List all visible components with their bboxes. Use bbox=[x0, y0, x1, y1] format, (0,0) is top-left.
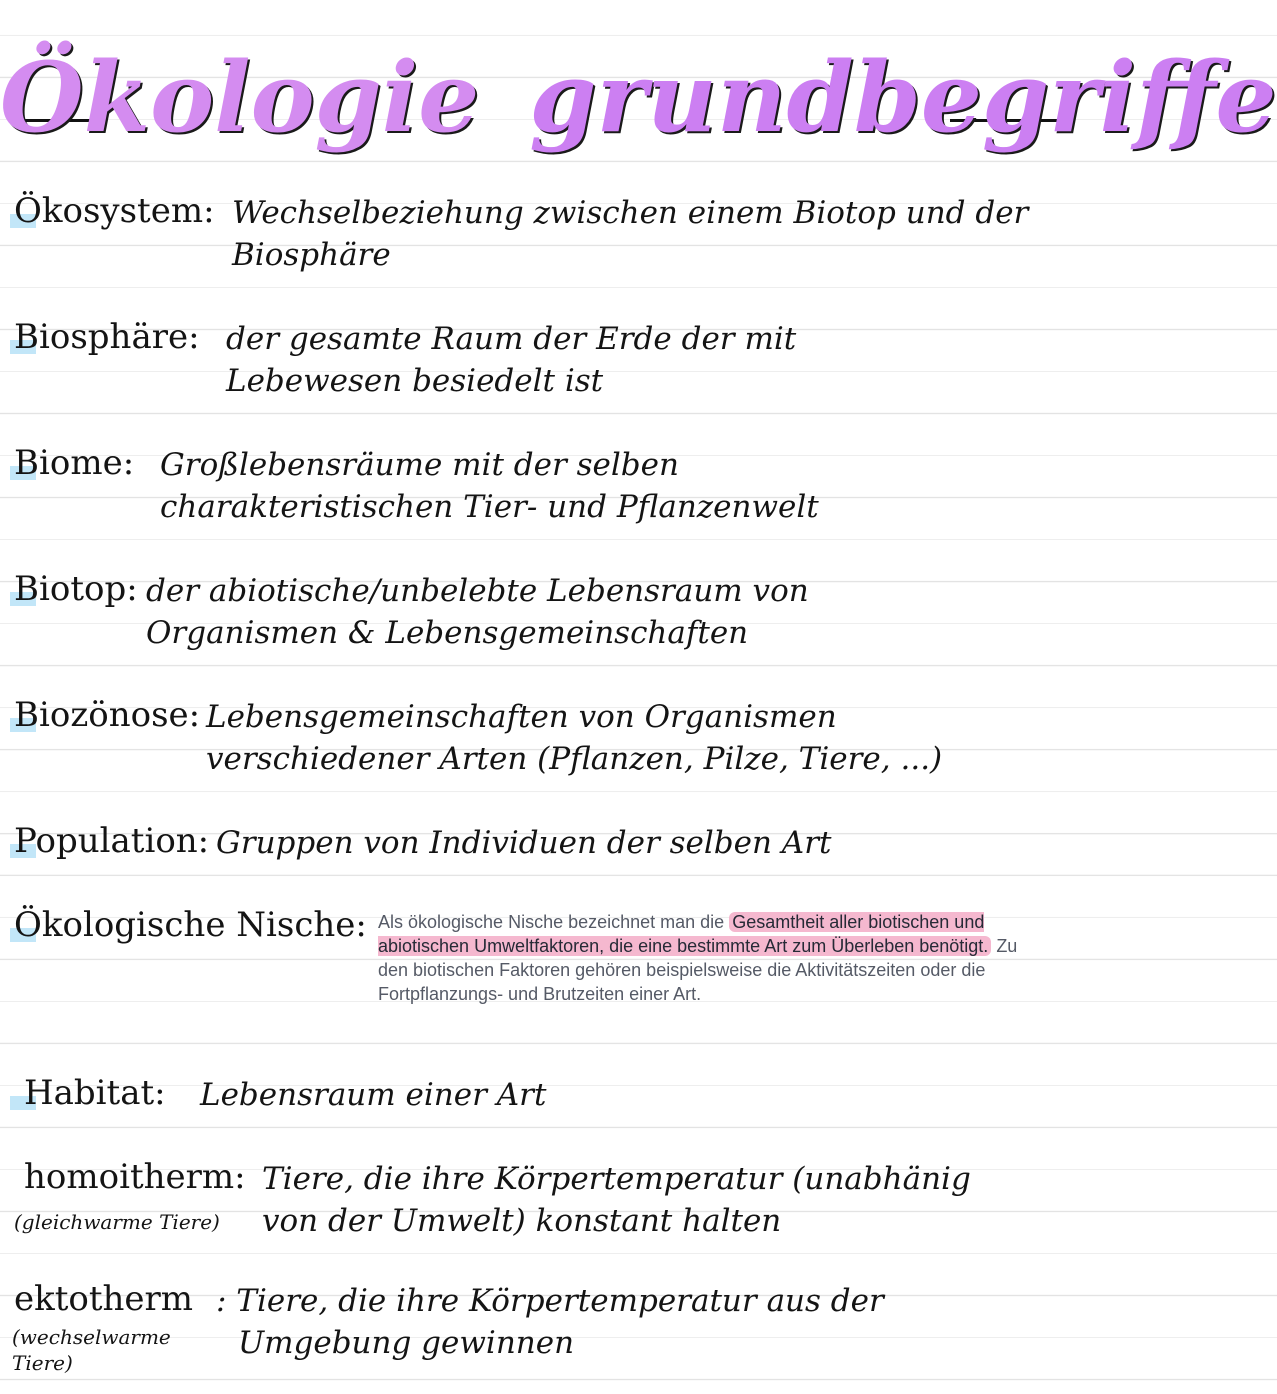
term-note: (wechselwarme Tiere) bbox=[12, 1325, 171, 1375]
definition bbox=[232, 192, 1028, 276]
term-note: (gleichwarme Tiere) bbox=[14, 1210, 220, 1234]
definition bbox=[216, 1280, 884, 1364]
term: Ökologische Nische: bbox=[10, 904, 367, 946]
page-title bbox=[0, 38, 1277, 158]
quote-text-after: Zu den biotischen Faktoren gehören beispielsweise die Aktivitätszeiten oder die Fortpflanzungs- und Brutzeiten einer Art. bbox=[378, 936, 1018, 1004]
definition-line: Tiere, die ihre Körpertemperatur (unabhänig bbox=[262, 1161, 971, 1197]
term: Biosphäre: bbox=[10, 316, 200, 358]
definition bbox=[200, 1074, 546, 1116]
definition bbox=[160, 444, 819, 528]
niche-quote bbox=[378, 910, 1018, 1006]
term: Habitat: bbox=[10, 1072, 166, 1114]
definition-line: Organismen & Lebensgemeinschaften bbox=[146, 615, 749, 651]
definition-line: von der Umwelt) konstant halten bbox=[262, 1203, 782, 1239]
definition-line: Lebewesen besiedelt ist bbox=[226, 363, 604, 399]
title-word-1: Ökologie bbox=[0, 41, 480, 154]
definition-line: Biosphäre bbox=[232, 237, 391, 273]
definition-line: Umgebung gewinnen bbox=[238, 1325, 575, 1361]
term: Ökosystem: bbox=[10, 190, 215, 232]
definition bbox=[216, 822, 831, 864]
term: homoitherm: bbox=[24, 1157, 246, 1197]
term: Biome: bbox=[10, 442, 134, 484]
definition bbox=[226, 318, 796, 402]
term: ektotherm bbox=[14, 1279, 194, 1319]
definition-line: Wechselbeziehung zwischen einem Biotop und der bbox=[232, 195, 1029, 231]
definition-line: charakteristischen Tier- und Pflanzenwelt bbox=[160, 489, 819, 525]
term: Biozönose: bbox=[10, 694, 200, 736]
definition-line: : Tiere, die ihre Körpertemperatur aus der bbox=[216, 1283, 884, 1319]
definition bbox=[146, 570, 809, 654]
term: Biotop: bbox=[10, 568, 138, 610]
definition-line: Lebensgemeinschaften von Organismen bbox=[206, 699, 837, 735]
definition bbox=[262, 1158, 971, 1242]
definition-line: der gesamte Raum der Erde der mit bbox=[226, 321, 797, 357]
definition-line: der abiotische/unbelebte Lebensraum von bbox=[146, 573, 809, 609]
definition-line: verschiedener Arten (Pflanzen, Pilze, Tiere, ...) bbox=[206, 741, 943, 777]
definition-line: Großlebensräume mit der selben bbox=[160, 447, 679, 483]
definition-line: Gruppen von Individuen der selben Art bbox=[216, 825, 832, 861]
quote-highlight: Gesamtheit aller biotischen und abiotischen Umweltfaktoren, die eine bestimmte Art zum Überleben benötigt. bbox=[378, 912, 991, 956]
title-word-2: grundbegriffe bbox=[529, 41, 1277, 154]
definition-line: Lebensraum einer Art bbox=[200, 1077, 547, 1113]
quote-text-before: Als ökologische Nische bezeichnet man die bbox=[378, 912, 730, 932]
term: Population: bbox=[10, 820, 209, 862]
definition bbox=[206, 696, 942, 780]
